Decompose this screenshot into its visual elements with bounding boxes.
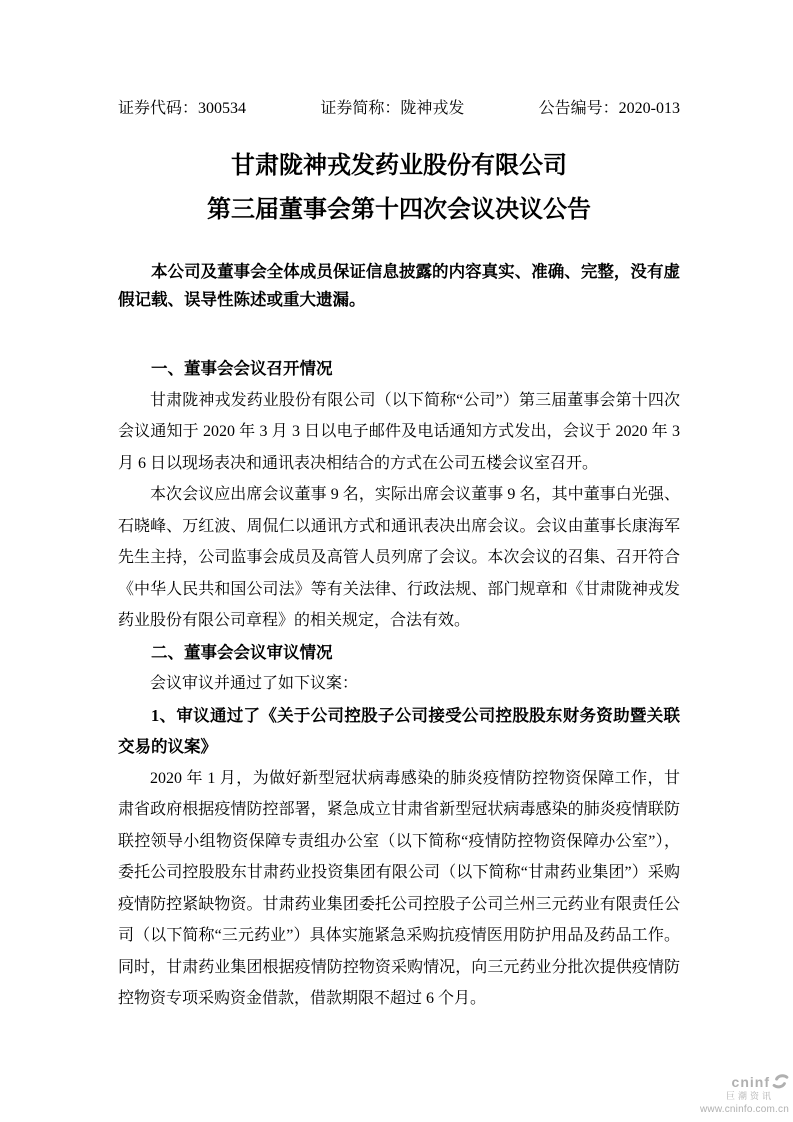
disclaimer-statement: 本公司及董事会全体成员保证信息披露的内容真实、准确、完整，没有虚假记载、误导性陈述或重大遗漏。 [118, 262, 680, 309]
company-name: 甘肃陇神戎发药业股份有限公司 [231, 153, 567, 179]
cninfo-swirl-icon [772, 1073, 789, 1090]
announcement-number: 公告编号：2020-013 [538, 100, 680, 117]
document-content [118, 98, 680, 1015]
section-1-heading: 一、董事会会议召开情况 [151, 359, 333, 378]
cninfo-watermark [700, 1073, 789, 1115]
section-1-paragraph-1: 甘肃陇神戎发药业股份有限公司（以下简称“公司”）第三届董事会第十四次会议通知于 2020 年 3 月 3 日以电子邮件及电话通知方式发出，会议于 2020 年 3 月 6 日以现场表决和通讯表决相结合的方式在公司五楼会议室召开。 [118, 391, 680, 472]
section-1-paragraph-2: 本次会议应出席会议董事 9 名，实际出席会议董事 9 名，其中董事白光强、石晓峰、万红波、周侃仁以通讯方式和通讯表决出席会议。会议由董事长康海军先生主持，公司监事会成员及高管人员列席了会议。本次会议的召集、召开符合《中华人民共和国公司法》等有关法律、行政法规、部门规章和《甘肃陇神戎发药业股份有限公司章程》的相关规定，合法有效。 [118, 486, 680, 629]
announcement-title: 第三届董事会第十四次会议决议公告 [207, 197, 591, 223]
resolution-1-paragraph: 2020 年 1 月，为做好新型冠状病毒感染的肺炎疫情防控物资保障工作，甘肃省政府根据疫情防控部署，紧急成立甘肃省新型冠状病毒感染的肺炎疫情联防联控领导小组物资保障专责组办公室（以下简称“疫情防控物资保障办公室”），委托公司控股股东甘肃药业投资集团有限公司（以下简称“甘肃药业集团”）采购疫情防控紧缺物资。甘肃药业集团委托公司控股子公司兰州三元药业有限责任公司（以下简称“三元药业”）具体实施紧急采购抗疫情医用防护用品及药品工作。同时，甘肃药业集团根据疫情防控物资采购情况，向三元药业分批次提供疫情防控物资专项采购资金借款，借款期限不超过 6 个月。 [118, 769, 680, 1007]
cninfo-url: www.cninfo.com.cn [700, 1103, 789, 1115]
resolution-1-title: 1、审议通过了《关于公司控股子公司接受公司控股股东财务资助暨关联交易的议案》 [118, 705, 680, 756]
cninfo-logo-text: cninf [731, 1073, 770, 1090]
stock-code: 证券代码：300534 [118, 100, 247, 117]
cninfo-brand-name: 巨潮资讯 [725, 1091, 774, 1102]
document-title [118, 144, 680, 232]
document-body [118, 353, 680, 1015]
section-2-intro: 会议审议并通过了如下议案： [150, 675, 359, 692]
document-meta-row [118, 98, 680, 120]
cninfo-logo-row [700, 1073, 789, 1090]
section-2-heading: 二、董事会会议审议情况 [151, 642, 333, 662]
stock-name: 证券简称：陇神戎发 [320, 100, 465, 117]
